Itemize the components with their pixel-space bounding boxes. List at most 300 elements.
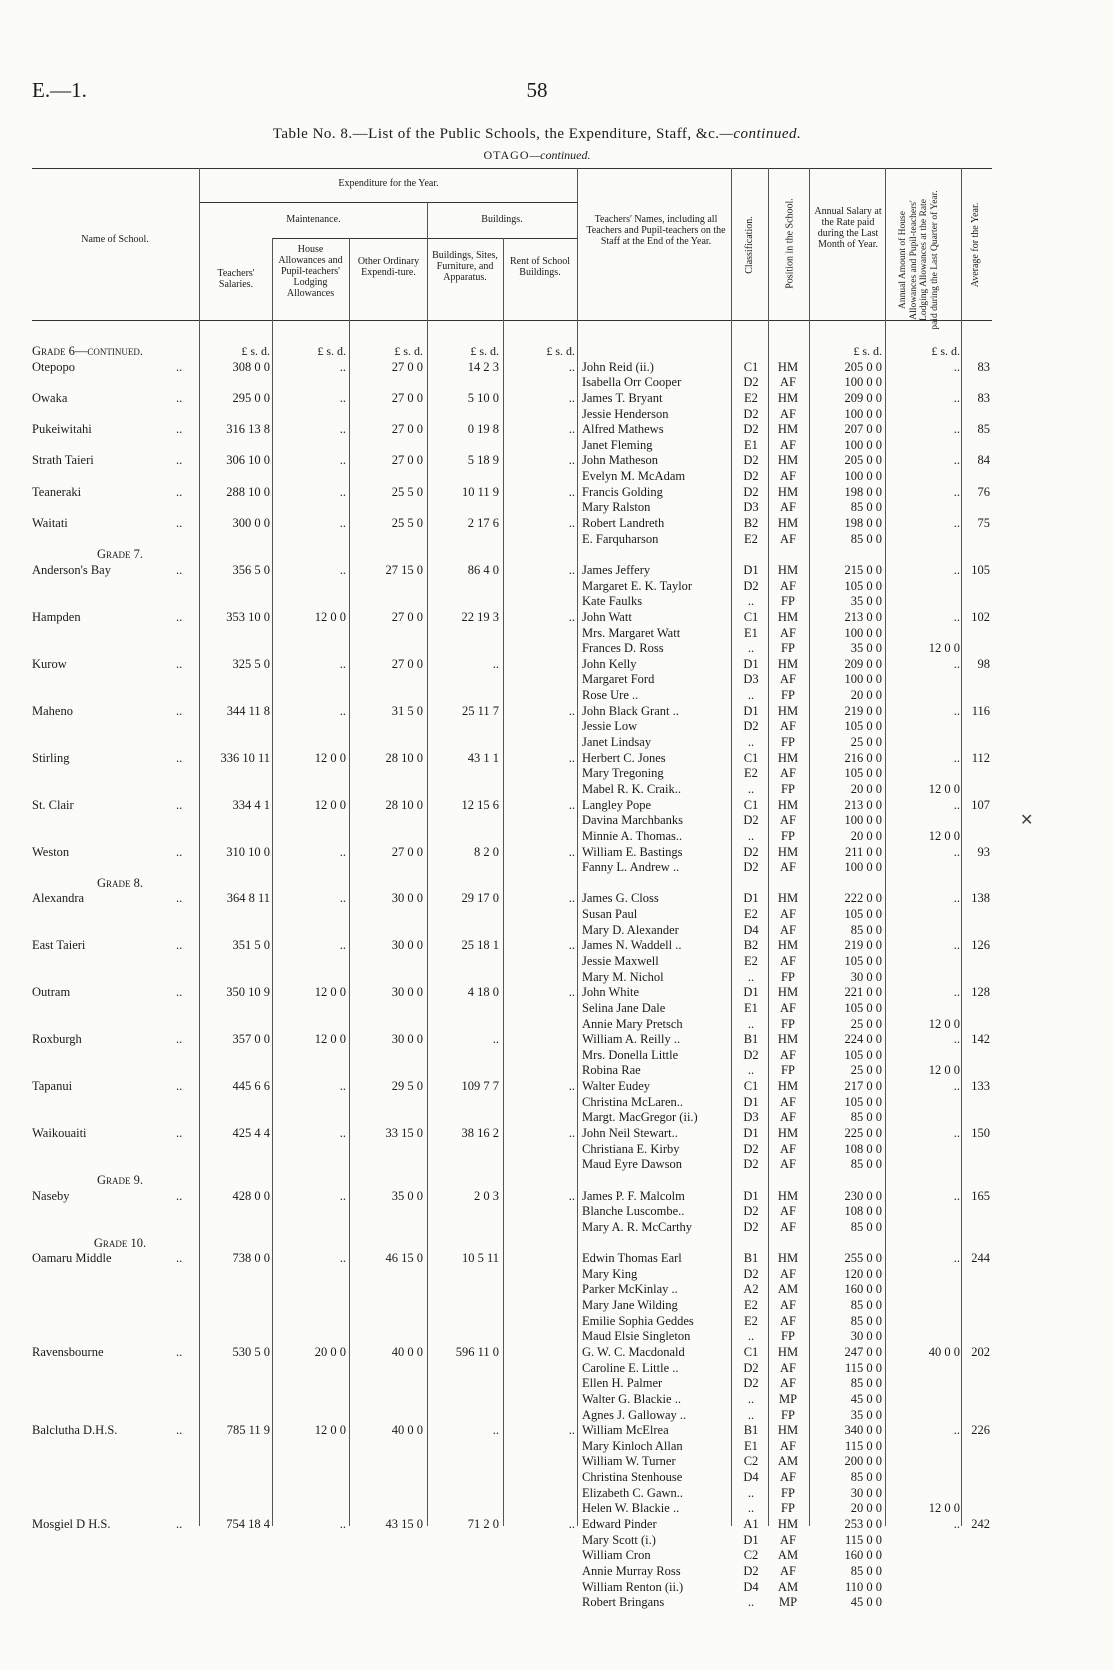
annual-allowance: ..	[953, 422, 960, 437]
classification: E2	[744, 390, 758, 405]
school-row	[0, 845, 1074, 861]
annual-salary: 105 0 0	[844, 578, 882, 593]
teacher-name: Janet Fleming	[582, 437, 653, 452]
annual-salary: 35 0 0	[850, 594, 882, 609]
buildings-expenditure: 25 11 7	[461, 703, 499, 718]
position: HM	[777, 516, 799, 531]
grade-label: Grade 9.	[96, 1172, 144, 1187]
school-name: St. Clair	[32, 797, 74, 812]
annual-salary: 221 0 0	[844, 985, 882, 1000]
leader-dots: ..	[176, 1251, 183, 1266]
teacher-name: Annie Mary Pretsch	[582, 1016, 683, 1031]
average-attendance: 128	[971, 985, 990, 1000]
table-body	[0, 344, 1074, 1611]
classification: D2	[743, 469, 759, 484]
house-allowances: ..	[339, 484, 346, 499]
average-attendance: 242	[971, 1517, 990, 1532]
teacher-name: Alfred Mathews	[582, 422, 664, 437]
classification: ..	[747, 1063, 755, 1078]
annual-salary: 20 0 0	[850, 781, 882, 796]
average-attendance: 142	[971, 1032, 990, 1047]
teacher-name: G. W. C. Macdonald	[582, 1345, 685, 1359]
buildings-expenditure: 22 19 3	[461, 609, 499, 624]
position: FP	[781, 1063, 795, 1078]
average-attendance: 126	[971, 938, 990, 953]
position: AF	[780, 1266, 796, 1281]
margin-mark: ✕	[1020, 810, 1034, 829]
annual-salary: 25 0 0	[850, 1016, 882, 1031]
school-row	[0, 360, 1074, 376]
buildings-expenditure: 8 2 0	[474, 844, 499, 859]
annual-salary: 255 0 0	[844, 1251, 882, 1266]
position: AF	[780, 1157, 796, 1172]
unit-label: £ s. d.	[470, 344, 499, 358]
annual-salary: 105 0 0	[844, 719, 882, 734]
teachers-salaries: 316 13 8	[226, 422, 270, 437]
unit-label: £ s. d.	[241, 344, 270, 358]
classification: D2	[743, 719, 759, 734]
other-expenditure: 27 0 0	[391, 422, 423, 437]
unit-label: £ s. d.	[931, 344, 960, 358]
teachers-salaries: 754 18 4	[226, 1517, 270, 1532]
annual-allowance: ..	[953, 1126, 960, 1141]
leader-dots: ..	[176, 844, 183, 859]
rent: ..	[568, 609, 575, 624]
buildings-expenditure: 5 10 0	[467, 390, 499, 405]
header-annual-salary: Annual Salary at the Rate paid during the Last Month of Year.	[814, 206, 882, 250]
annual-allowance: 12 0 0	[928, 828, 960, 843]
rent: ..	[568, 1079, 575, 1094]
teacher-name: Selina Jane Dale	[582, 1000, 666, 1015]
school-name: Tapanui	[32, 1079, 73, 1094]
position: HM	[777, 844, 799, 859]
leader-dots: ..	[176, 797, 183, 812]
classification: ..	[747, 1329, 755, 1344]
leader-dots: ..	[176, 1032, 183, 1047]
school-row	[0, 798, 1074, 814]
annual-salary: 120 0 0	[844, 1266, 882, 1281]
annual-salary: 85 0 0	[850, 1298, 882, 1313]
teacher-row	[0, 626, 1074, 642]
annual-salary: 100 0 0	[844, 625, 882, 640]
school-row	[0, 985, 1074, 1001]
teacher-name: Kate Faulks	[582, 594, 643, 609]
other-expenditure: 27 0 0	[391, 359, 423, 374]
table-title	[0, 126, 1074, 143]
position: HM	[777, 891, 799, 906]
position: AF	[780, 1298, 796, 1313]
position: MP	[778, 1391, 798, 1406]
classification: D1	[743, 985, 759, 1000]
annual-allowance: ..	[953, 1032, 960, 1047]
school-name: Pukeiwitahi	[32, 422, 92, 437]
classification: B1	[743, 1423, 759, 1438]
annual-salary: 100 0 0	[844, 860, 882, 875]
annual-salary: 205 0 0	[844, 453, 882, 468]
position: AF	[780, 1376, 796, 1391]
annual-salary: 205 0 0	[844, 359, 882, 374]
teacher-row	[0, 1017, 1074, 1033]
school-name: Mosgiel D H.S.	[32, 1517, 111, 1532]
annual-salary: 213 0 0	[844, 609, 882, 624]
teacher-row	[0, 1142, 1074, 1158]
leader-dots: ..	[176, 422, 183, 437]
leader-dots: ..	[176, 484, 183, 499]
teacher-name: Mary Kinloch Allan	[582, 1438, 683, 1453]
grade-label: Grade 10.	[93, 1235, 147, 1250]
school-row	[0, 1079, 1074, 1095]
buildings-expenditure: 10 11 9	[461, 484, 499, 499]
school-row	[0, 1517, 1074, 1533]
school-name: East Taieri	[32, 938, 86, 953]
annual-salary: 25 0 0	[850, 1063, 882, 1078]
other-expenditure: 27 0 0	[391, 390, 423, 405]
classification: D2	[743, 422, 759, 437]
expenditure-rule	[200, 202, 577, 203]
teacher-row	[0, 1314, 1074, 1330]
classification: C1	[743, 609, 759, 624]
teachers-salaries: 738 0 0	[232, 1251, 270, 1266]
unit-label: £ s. d.	[394, 344, 423, 358]
classification: D1	[743, 656, 759, 671]
school-name: Otepopo	[32, 359, 76, 374]
position: MP	[778, 1595, 798, 1610]
teacher-name: John White	[582, 985, 640, 1000]
leader-dots: ..	[176, 703, 183, 718]
average-attendance: 105	[971, 562, 990, 577]
teacher-name: Edwin Thomas Earl	[582, 1251, 682, 1266]
position: AF	[780, 1141, 796, 1156]
teacher-name: James P. F. Malcolm	[582, 1188, 685, 1203]
leader-dots: ..	[176, 985, 183, 1000]
teacher-name: Jessie Maxwell	[582, 953, 659, 968]
teacher-row	[0, 1110, 1074, 1126]
house-allowances: ..	[339, 656, 346, 671]
teacher-row	[0, 672, 1074, 688]
teacher-name: Robina Rae	[582, 1063, 641, 1078]
annual-salary: 100 0 0	[844, 375, 882, 390]
annual-allowance: ..	[953, 516, 960, 531]
annual-allowance: ..	[953, 609, 960, 624]
teacher-name: James Jeffery	[582, 562, 651, 577]
header-bottom-rule	[32, 320, 992, 321]
rent: ..	[568, 1423, 575, 1438]
position: HM	[777, 1079, 799, 1094]
position: AF	[780, 860, 796, 875]
other-expenditure: 28 10 0	[385, 750, 423, 765]
teacher-row	[0, 532, 1074, 548]
classification: A1	[743, 1517, 759, 1532]
annual-salary: 105 0 0	[844, 907, 882, 922]
classification: ..	[747, 1595, 755, 1610]
average-attendance: 116	[971, 703, 990, 718]
teachers-salaries: 325 5 0	[232, 656, 270, 671]
average-attendance: 75	[977, 516, 990, 531]
position: FP	[781, 1407, 795, 1422]
grade-heading	[0, 547, 1074, 563]
school-name: Oamaru Middle	[32, 1251, 112, 1266]
classification: D2	[743, 375, 759, 390]
classification: D3	[743, 1110, 759, 1125]
school-row	[0, 610, 1074, 626]
position: HM	[777, 484, 799, 499]
teacher-name: Christina McLaren..	[582, 1094, 684, 1109]
grade-heading	[0, 1236, 1074, 1252]
annual-salary: 45 0 0	[850, 1391, 882, 1406]
annual-salary: 25 0 0	[850, 735, 882, 750]
leader-dots: ..	[176, 938, 183, 953]
teacher-row	[0, 1501, 1074, 1517]
annual-salary: 215 0 0	[844, 562, 882, 577]
teacher-name: Robert Landreth	[582, 516, 665, 531]
position: HM	[777, 453, 799, 468]
teachers-salaries: 308 0 0	[232, 359, 270, 374]
house-allowances: 20 0 0	[314, 1345, 346, 1359]
leader-dots: ..	[176, 1517, 183, 1532]
position: HM	[777, 422, 799, 437]
school-name: Weston	[32, 844, 70, 859]
teacher-name: Margaret Ford	[582, 672, 655, 687]
position: AF	[780, 1047, 796, 1062]
teachers-salaries: 785 11 9	[226, 1423, 270, 1438]
classification: D2	[743, 578, 759, 593]
classification: C1	[743, 797, 759, 812]
teacher-name: Langley Pope	[582, 797, 652, 812]
leader-dots: ..	[176, 891, 183, 906]
rent: ..	[568, 797, 575, 812]
annual-salary: 85 0 0	[850, 1313, 882, 1328]
rent: ..	[568, 1188, 575, 1203]
position: FP	[781, 688, 795, 703]
teacher-row	[0, 1157, 1074, 1173]
teacher-name: Susan Paul	[582, 907, 638, 922]
position: FP	[781, 735, 795, 750]
classification: D2	[743, 453, 759, 468]
classification: E2	[744, 766, 758, 781]
teacher-name: Walter G. Blackie ..	[582, 1391, 681, 1406]
annual-salary: 230 0 0	[844, 1188, 882, 1203]
teacher-name: Mary M. Nichol	[582, 969, 664, 984]
other-expenditure: 30 0 0	[391, 938, 423, 953]
position: AF	[780, 625, 796, 640]
house-allowances: ..	[339, 703, 346, 718]
school-row	[0, 938, 1074, 954]
teacher-name: William McElrea	[582, 1423, 669, 1438]
rent: ..	[568, 453, 575, 468]
position: AM	[777, 1454, 799, 1469]
position: HM	[777, 985, 799, 1000]
classification: C1	[743, 1079, 759, 1094]
unit-label: £ s. d.	[546, 344, 575, 358]
average-attendance: 226	[971, 1423, 990, 1438]
teacher-row	[0, 719, 1074, 735]
teacher-row	[0, 813, 1074, 829]
annual-salary: 216 0 0	[844, 750, 882, 765]
average-attendance: 107	[971, 797, 990, 812]
annual-salary: 85 0 0	[850, 1563, 882, 1578]
teacher-name: John Watt	[582, 609, 632, 624]
position: HM	[777, 1032, 799, 1047]
school-name: Balclutha D.H.S.	[32, 1423, 118, 1438]
position: HM	[777, 938, 799, 953]
leader-dots: ..	[176, 1079, 183, 1094]
buildings-expenditure: 14 2 3	[467, 359, 499, 374]
unit-label: £ s. d.	[317, 344, 346, 358]
teacher-row	[0, 1329, 1074, 1345]
classification: D2	[743, 1204, 759, 1219]
table-subtitle	[0, 148, 1074, 163]
leader-dots: ..	[176, 1126, 183, 1141]
teacher-name: Ellen H. Palmer	[582, 1376, 663, 1391]
teacher-name: Christiana E. Kirby	[582, 1141, 680, 1156]
buildings-expenditure: 5 18 9	[467, 453, 499, 468]
rent: ..	[568, 750, 575, 765]
other-expenditure: 35 0 0	[391, 1188, 423, 1203]
position: AF	[780, 1532, 796, 1547]
grade-label: Grade 8.	[96, 875, 144, 890]
teachers-salaries: 288 10 0	[226, 484, 270, 499]
teacher-name: Mary King	[582, 1266, 638, 1281]
teacher-row	[0, 1470, 1074, 1486]
position: AF	[780, 1360, 796, 1375]
annual-salary: 108 0 0	[844, 1204, 882, 1219]
teacher-row	[0, 500, 1074, 516]
annual-allowance: ..	[953, 985, 960, 1000]
other-expenditure: 27 15 0	[385, 562, 423, 577]
classification: C1	[743, 750, 759, 765]
rent: ..	[568, 422, 575, 437]
leader-dots: ..	[176, 1423, 183, 1438]
position: AF	[780, 1000, 796, 1015]
annual-allowance: ..	[953, 703, 960, 718]
annual-allowance: ..	[953, 891, 960, 906]
position: FP	[781, 1501, 795, 1516]
annual-allowance: ..	[953, 359, 960, 374]
annual-allowance: 12 0 0	[928, 1016, 960, 1031]
buildings-expenditure: 71 2 0	[467, 1517, 499, 1532]
classification: B2	[743, 516, 759, 531]
leader-dots: ..	[176, 453, 183, 468]
teacher-name: Christina Stenhouse	[582, 1470, 683, 1485]
position: FP	[781, 828, 795, 843]
position: AF	[780, 1094, 796, 1109]
house-allowances: ..	[339, 1188, 346, 1203]
position: HM	[777, 703, 799, 718]
school-row	[0, 1126, 1074, 1142]
teachers-salaries: 351 5 0	[232, 938, 270, 953]
annual-salary: 85 0 0	[850, 531, 882, 546]
annual-salary: 30 0 0	[850, 1329, 882, 1344]
teacher-row	[0, 375, 1074, 391]
annual-salary: 85 0 0	[850, 1157, 882, 1172]
house-allowances: ..	[339, 1251, 346, 1266]
teacher-name: James G. Closs	[582, 891, 659, 906]
average-attendance: 83	[977, 359, 990, 374]
teacher-row	[0, 1298, 1074, 1314]
rent: ..	[568, 390, 575, 405]
teacher-row	[0, 1595, 1074, 1611]
teacher-name: Annie Murray Ross	[582, 1563, 681, 1578]
grade-label: Grade 6—continued.	[32, 344, 144, 358]
position: AF	[780, 1470, 796, 1485]
teacher-name: John Kelly	[582, 656, 637, 671]
school-name: Ravensbourne	[32, 1345, 104, 1359]
annual-salary: 247 0 0	[844, 1345, 882, 1359]
annual-salary: 115 0 0	[844, 1532, 882, 1547]
rent: ..	[568, 891, 575, 906]
classification: E2	[744, 1298, 758, 1313]
annual-salary: 211 0 0	[844, 844, 882, 859]
position: HM	[777, 1126, 799, 1141]
school-row	[0, 516, 1074, 532]
teachers-salaries: 344 11 8	[226, 703, 270, 718]
classification: D4	[743, 1579, 759, 1594]
position: AF	[780, 813, 796, 828]
annual-salary: 45 0 0	[850, 1595, 882, 1610]
annual-allowance: 40 0 0	[928, 1345, 960, 1359]
school-name: Anderson's Bay	[32, 562, 111, 577]
buildings-expenditure: 0 19 8	[467, 422, 499, 437]
classification: E2	[744, 953, 758, 968]
annual-allowance: ..	[953, 1517, 960, 1532]
school-row	[0, 391, 1074, 407]
region-suffix: —continued.	[529, 148, 591, 162]
teacher-name: James T. Bryant	[582, 390, 663, 405]
other-expenditure: 40 0 0	[391, 1345, 423, 1359]
annual-salary: 85 0 0	[850, 922, 882, 937]
classification: D4	[743, 922, 759, 937]
unit-label: £ s. d.	[853, 344, 882, 358]
annual-allowance: ..	[953, 1423, 960, 1438]
average-attendance: 85	[977, 422, 990, 437]
leader-dots: ..	[176, 1345, 183, 1359]
school-row	[0, 1423, 1074, 1439]
teachers-salaries: 310 10 0	[226, 844, 270, 859]
classification: D3	[743, 500, 759, 515]
school-name: Roxburgh	[32, 1032, 82, 1047]
annual-salary: 105 0 0	[844, 1000, 882, 1015]
classification: D2	[743, 1266, 759, 1281]
annual-allowance: ..	[953, 390, 960, 405]
header-other-expenditure: Other Ordinary Expendi-ture.	[357, 256, 420, 278]
classification: ..	[747, 1407, 755, 1422]
teacher-name: Margt. MacGregor (ii.)	[582, 1110, 698, 1125]
page-number: 58	[526, 78, 548, 102]
average-attendance: 83	[977, 390, 990, 405]
annual-salary: 105 0 0	[844, 953, 882, 968]
buildings-expenditure: 596 11 0	[455, 1345, 499, 1359]
classification: E2	[744, 1313, 758, 1328]
teacher-name: Mary Scott (i.)	[582, 1532, 656, 1547]
annual-salary: 108 0 0	[844, 1141, 882, 1156]
classification: ..	[747, 969, 755, 984]
classification: B2	[743, 938, 759, 953]
annual-salary: 85 0 0	[850, 1470, 882, 1485]
header-position: Position in the School.	[784, 198, 796, 289]
annual-salary: 105 0 0	[844, 766, 882, 781]
school-name: Outram	[32, 985, 71, 1000]
classification: E1	[744, 437, 758, 452]
teacher-name: Helen W. Blackie ..	[582, 1501, 680, 1516]
leader-dots: ..	[176, 1188, 183, 1203]
other-expenditure: 33 15 0	[385, 1126, 423, 1141]
house-allowances: ..	[339, 359, 346, 374]
classification: E1	[744, 1438, 758, 1453]
teacher-row	[0, 1564, 1074, 1580]
table-title-main: Table No. 8.—List of the Public Schools, the Expenditure, Staff, &c.	[272, 126, 720, 142]
annual-salary: 100 0 0	[844, 406, 882, 421]
other-expenditure: 29 5 0	[391, 1079, 423, 1094]
